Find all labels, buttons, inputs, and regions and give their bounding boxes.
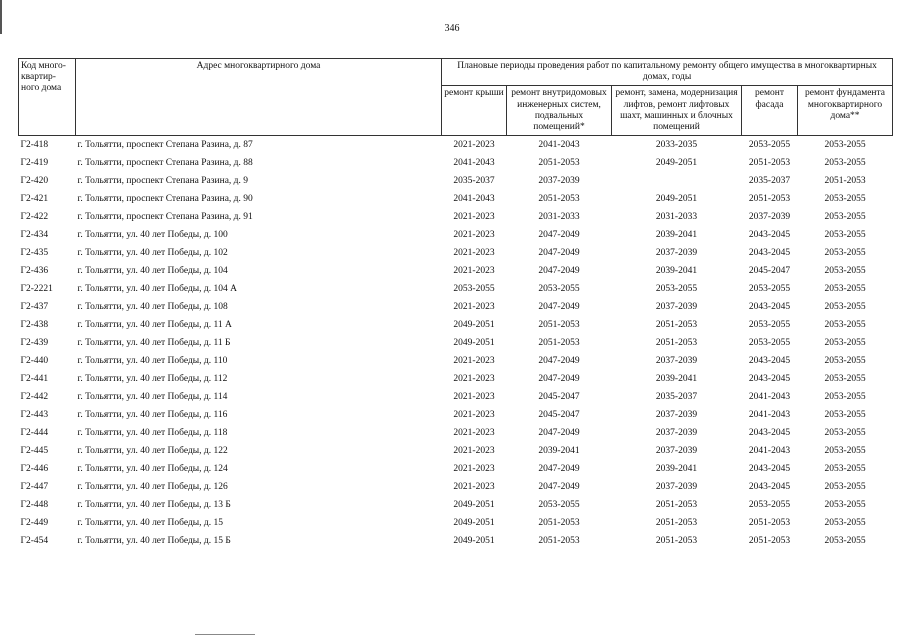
cell-roof: 2021-2023 (453, 355, 495, 366)
cell-address: г. Тольятти, ул. 40 лет Победы, д. 102 (77, 247, 228, 258)
cell-elevators (612, 172, 742, 190)
cell-elevators: 2037-2039 (655, 301, 698, 312)
table-row (19, 208, 893, 226)
cell-address: г. Тольятти, ул. 40 лет Победы, д. 11 Б (77, 337, 231, 348)
cell-foundation: 2053-2055 (824, 427, 866, 438)
cell-code: Г2-446 (20, 463, 49, 474)
cell-foundation: 2053-2055 (824, 391, 866, 402)
cell-code: Г2-419 (20, 157, 49, 168)
cell-code: Г2-436 (20, 265, 49, 276)
cell-foundation: 2053-2055 (824, 283, 866, 294)
cell-roof: 2021-2023 (453, 481, 495, 492)
cell-facade: 2053-2055 (748, 499, 791, 510)
cell-engineering: 2031-2033 (538, 211, 580, 222)
table-row (19, 136, 893, 155)
cell-engineering: 2047-2049 (538, 463, 580, 474)
cell-address: г. Тольятти, ул. 40 лет Победы, д. 116 (77, 409, 228, 420)
header-roof: ремонт крыши (442, 86, 507, 136)
cell-elevators: 2037-2039 (655, 481, 698, 492)
cell-code: Г2-420 (20, 175, 49, 186)
cell-roof: 2021-2023 (453, 211, 495, 222)
table-row (19, 424, 893, 442)
cell-code: Г2-437 (20, 301, 49, 312)
header-code: Код много-квартир-ного дома (19, 59, 76, 136)
cell-foundation: 2053-2055 (824, 247, 866, 258)
cell-roof: 2049-2051 (453, 337, 495, 348)
cell-code: Г2-445 (20, 445, 49, 456)
cell-roof: 2021-2023 (453, 247, 495, 258)
cell-roof: 2021-2023 (453, 373, 495, 384)
cell-code: Г2-435 (20, 247, 49, 258)
cell-engineering: 2051-2053 (538, 535, 580, 546)
cell-engineering: 2047-2049 (538, 481, 580, 492)
cell-foundation: 2053-2055 (824, 499, 866, 510)
cell-elevators: 2049-2051 (655, 193, 698, 204)
cell-engineering: 2053-2055 (538, 499, 580, 510)
cell-engineering: 2037-2039 (538, 175, 580, 186)
table-body (19, 136, 893, 551)
cell-elevators: 2037-2039 (655, 247, 698, 258)
cell-address: г. Тольятти, проспект Степана Разина, д. 87 (77, 139, 253, 150)
cell-code: Г2-441 (20, 373, 49, 384)
cell-address: г. Тольятти, ул. 40 лет Победы, д. 122 (77, 445, 228, 456)
cell-facade: 2045-2047 (748, 265, 791, 276)
cell-address: г. Тольятти, ул. 40 лет Победы, д. 108 (77, 301, 228, 312)
cell-foundation: 2053-2055 (824, 301, 866, 312)
cell-facade: 2043-2045 (748, 301, 791, 312)
cell-foundation: 2053-2055 (824, 265, 866, 276)
table-row (19, 370, 893, 388)
cell-facade: 2053-2055 (748, 337, 791, 348)
cell-foundation: 2053-2055 (824, 211, 866, 222)
cell-facade: 2041-2043 (748, 445, 791, 456)
cell-code: Г2-442 (20, 391, 49, 402)
cell-facade: 2043-2045 (748, 463, 791, 474)
cell-facade: 2035-2037 (748, 175, 791, 186)
cell-code: Г2-443 (20, 409, 49, 420)
cell-engineering: 2047-2049 (538, 373, 580, 384)
cell-facade: 2053-2055 (748, 319, 791, 330)
cell-code: Г2-440 (20, 355, 49, 366)
cell-roof: 2053-2055 (453, 283, 495, 294)
cell-engineering: 2039-2041 (538, 445, 580, 456)
cell-engineering: 2047-2049 (538, 247, 580, 258)
table-row (19, 316, 893, 334)
cell-engineering: 2047-2049 (538, 301, 580, 312)
cell-address: г. Тольятти, ул. 40 лет Победы, д. 118 (77, 427, 228, 438)
cell-facade: 2037-2039 (748, 211, 791, 222)
cell-engineering: 2051-2053 (538, 157, 580, 168)
cell-address: г. Тольятти, ул. 40 лет Победы, д. 112 (77, 373, 228, 384)
cell-elevators: 2039-2041 (655, 463, 698, 474)
cell-roof: 2049-2051 (453, 319, 495, 330)
cell-foundation: 2051-2053 (824, 175, 866, 186)
table-row (19, 154, 893, 172)
cell-engineering: 2051-2053 (538, 517, 580, 528)
table-row (19, 334, 893, 352)
cell-foundation: 2053-2055 (824, 337, 866, 348)
cell-foundation: 2053-2055 (824, 157, 866, 168)
cell-facade: 2043-2045 (748, 427, 791, 438)
cell-engineering: 2051-2053 (538, 193, 580, 204)
cell-foundation: 2053-2055 (824, 535, 866, 546)
header-periods-group: Плановые периоды проведения работ по капитальному ремонту общего имущества в многоквартирных домах, годы (442, 59, 893, 86)
cell-roof: 2035-2037 (453, 175, 495, 186)
cell-engineering: 2047-2049 (538, 355, 580, 366)
cell-elevators: 2031-2033 (655, 211, 698, 222)
cell-elevators: 2037-2039 (655, 427, 698, 438)
cell-address: г. Тольятти, проспект Степана Разина, д. 90 (77, 193, 253, 204)
cell-foundation: 2053-2055 (824, 355, 866, 366)
cell-engineering: 2053-2055 (538, 283, 580, 294)
page-number: 346 (444, 23, 460, 34)
table-row (19, 352, 893, 370)
cell-address: г. Тольятти, ул. 40 лет Победы, д. 110 (77, 355, 228, 366)
cell-facade: 2043-2045 (748, 229, 791, 240)
cell-roof: 2041-2043 (453, 157, 495, 168)
cell-elevators: 2049-2051 (655, 157, 698, 168)
cell-elevators: 2039-2041 (655, 373, 698, 384)
table-row (19, 172, 893, 190)
cell-roof: 2049-2051 (453, 517, 495, 528)
cell-code: Г2-449 (20, 517, 49, 528)
table-row (19, 460, 893, 478)
cell-engineering: 2047-2049 (538, 265, 580, 276)
cell-elevators: 2051-2053 (655, 535, 698, 546)
cell-facade: 2051-2053 (748, 157, 791, 168)
cell-engineering: 2051-2053 (538, 337, 580, 348)
cell-engineering: 2045-2047 (538, 409, 580, 420)
cell-address: г. Тольятти, ул. 40 лет Победы, д. 126 (77, 481, 228, 492)
cell-foundation: 2053-2055 (824, 481, 866, 492)
capital-repair-schedule-table (18, 58, 893, 550)
cell-facade: 2051-2053 (748, 193, 791, 204)
header-foundation: ремонт фундамента многоквартирного дома** (798, 86, 893, 136)
cell-roof: 2021-2023 (453, 391, 495, 402)
cell-elevators: 2037-2039 (655, 409, 698, 420)
cell-address: г. Тольятти, ул. 40 лет Победы, д. 124 (77, 463, 228, 474)
cell-elevators: 2053-2055 (655, 283, 698, 294)
cell-elevators: 2037-2039 (655, 355, 698, 366)
header-elevators: ремонт, замена, модернизация лифтов, ремонт лифтовых шахт, машинных и блочных помещений (612, 86, 742, 136)
cell-foundation: 2053-2055 (824, 139, 866, 150)
cell-facade: 2041-2043 (748, 409, 791, 420)
cell-elevators: 2037-2039 (655, 445, 698, 456)
table-row (19, 514, 893, 532)
cell-roof: 2021-2023 (453, 427, 495, 438)
cell-address: г. Тольятти, ул. 40 лет Победы, д. 15 Б (77, 535, 231, 546)
cell-roof: 2021-2023 (453, 463, 495, 474)
table-row (19, 406, 893, 424)
cell-foundation: 2053-2055 (824, 373, 866, 384)
cell-roof: 2021-2023 (453, 445, 495, 456)
cell-code: Г2-438 (20, 319, 49, 330)
cell-code: Г2-2221 (20, 283, 53, 294)
table-row (19, 244, 893, 262)
cell-address: г. Тольятти, проспект Степана Разина, д. 9 (77, 175, 248, 186)
cell-address: г. Тольятти, проспект Степана Разина, д. 91 (77, 211, 253, 222)
cell-elevators: 2039-2041 (655, 265, 698, 276)
cell-facade: 2041-2043 (748, 391, 791, 402)
cell-roof: 2049-2051 (453, 499, 495, 510)
cell-code: Г2-418 (20, 139, 49, 150)
header-engineering: ремонт внутридомовых инженерных систем, подвальных помещений* (507, 86, 612, 136)
cell-foundation: 2053-2055 (824, 319, 866, 330)
cell-address: г. Тольятти, ул. 40 лет Победы, д. 13 Б (77, 499, 231, 510)
cell-facade: 2043-2045 (748, 481, 791, 492)
cell-elevators: 2051-2053 (655, 499, 698, 510)
cell-address: г. Тольятти, ул. 40 лет Победы, д. 104 А (77, 283, 237, 294)
table-row (19, 280, 893, 298)
cell-roof: 2049-2051 (453, 535, 495, 546)
cell-facade: 2043-2045 (748, 247, 791, 258)
table-row (19, 388, 893, 406)
cell-roof: 2021-2023 (453, 301, 495, 312)
cell-foundation: 2053-2055 (824, 517, 866, 528)
cell-code: Г2-448 (20, 499, 49, 510)
cell-address: г. Тольятти, ул. 40 лет Победы, д. 104 (77, 265, 228, 276)
cell-roof: 2041-2043 (453, 193, 495, 204)
table-row (19, 496, 893, 514)
cell-facade: 2053-2055 (748, 283, 791, 294)
cell-roof: 2021-2023 (453, 409, 495, 420)
cell-code: Г2-447 (20, 481, 49, 492)
cell-code: Г2-444 (20, 427, 49, 438)
cell-elevators: 2039-2041 (655, 229, 698, 240)
table-row (19, 190, 893, 208)
cell-facade: 2051-2053 (748, 535, 791, 546)
table-row (19, 226, 893, 244)
header-facade: ремонт фасада (742, 86, 798, 136)
cell-engineering: 2041-2043 (538, 139, 580, 150)
cell-roof: 2021-2023 (453, 139, 495, 150)
cell-code: Г2-434 (20, 229, 49, 240)
cell-engineering: 2047-2049 (538, 427, 580, 438)
cell-code: Г2-422 (20, 211, 49, 222)
cell-code: Г2-439 (20, 337, 49, 348)
cell-facade: 2053-2055 (748, 139, 791, 150)
cell-code: Г2-421 (20, 193, 49, 204)
cell-foundation: 2053-2055 (824, 193, 866, 204)
cell-address: г. Тольятти, проспект Степана Разина, д. 88 (77, 157, 253, 168)
cell-foundation: 2053-2055 (824, 229, 866, 240)
table-row (19, 532, 893, 550)
cell-roof: 2021-2023 (453, 229, 495, 240)
cell-engineering: 2047-2049 (538, 229, 580, 240)
cell-roof: 2021-2023 (453, 265, 495, 276)
table-row (19, 478, 893, 496)
cell-elevators: 2051-2053 (655, 337, 698, 348)
table-row (19, 298, 893, 316)
cell-address: г. Тольятти, ул. 40 лет Победы, д. 11 А (77, 319, 232, 330)
cell-elevators: 2051-2053 (655, 517, 698, 528)
cell-elevators: 2033-2035 (655, 139, 698, 150)
cell-code: Г2-454 (20, 535, 49, 546)
cell-foundation: 2053-2055 (824, 409, 866, 420)
cell-engineering: 2045-2047 (538, 391, 580, 402)
cell-facade: 2051-2053 (748, 517, 791, 528)
cell-address: г. Тольятти, ул. 40 лет Победы, д. 15 (77, 517, 224, 528)
cell-elevators: 2035-2037 (655, 391, 698, 402)
cell-foundation: 2053-2055 (824, 463, 866, 474)
cell-facade: 2043-2045 (748, 355, 791, 366)
bottom-rule (195, 634, 255, 635)
cell-facade: 2043-2045 (748, 373, 791, 384)
cell-elevators: 2051-2053 (655, 319, 698, 330)
cell-address: г. Тольятти, ул. 40 лет Победы, д. 114 (77, 391, 228, 402)
header-address: Адрес многоквартирного дома (76, 59, 442, 136)
cell-engineering: 2051-2053 (538, 319, 580, 330)
table-row (19, 442, 893, 460)
table-row (19, 262, 893, 280)
cell-address: г. Тольятти, ул. 40 лет Победы, д. 100 (77, 229, 228, 240)
cell-foundation: 2053-2055 (824, 445, 866, 456)
